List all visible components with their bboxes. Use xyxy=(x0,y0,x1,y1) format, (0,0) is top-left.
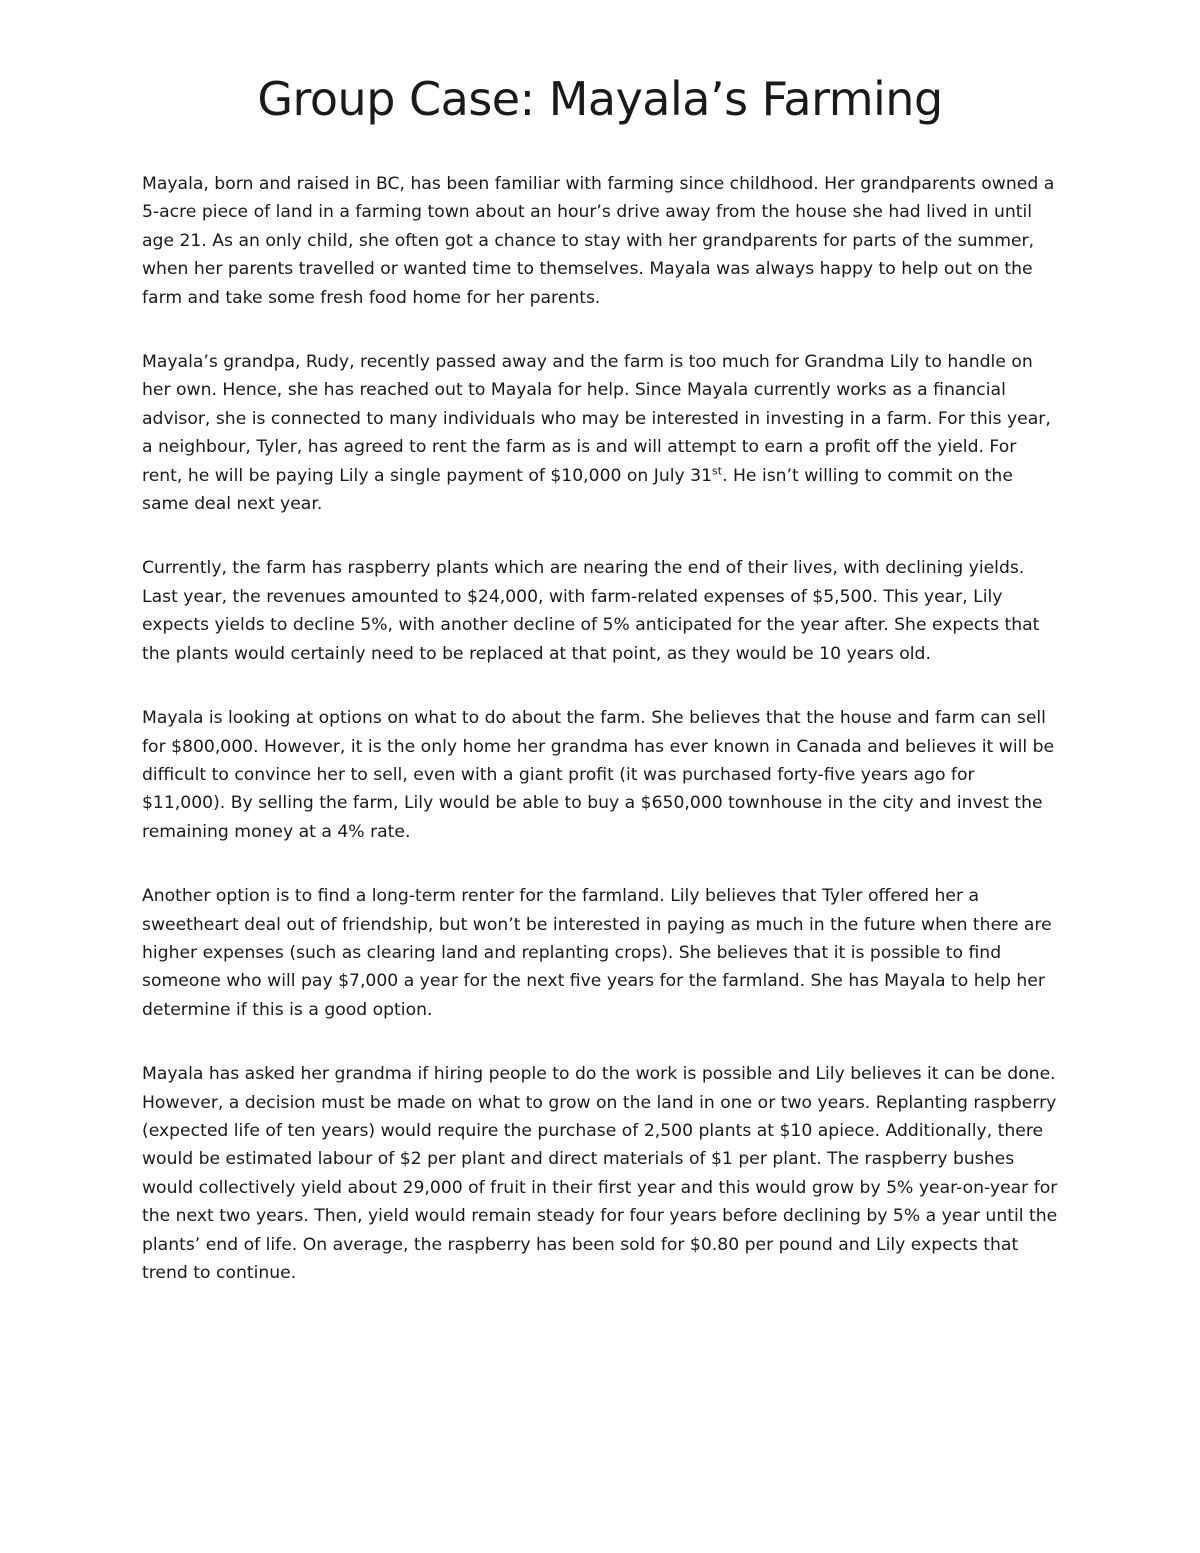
paragraph-replant-option: Mayala has asked her grandma if hiring people to do the work is possible and Lily believes it can be done. However, a decision must be made on what to grow on the land in one or two years. Replanting raspberry (expected life of ten years) would require the purchase of 2,500 plants at $10 apiece. Additionally, there would be estimated labour of $2 per plant and direct materials of $1 per plant. The raspberry bushes would collectively yield about 29,000 of fruit in their first year and this would grow by 5% year-on-year for the next two years. Then, yield would remain steady for four years before declining by 5% a year until the plants’ end of life. On average, the raspberry has been sold for $0.80 per pound and Lily expects that trend to continue. xyxy=(142,1064,1058,1283)
paragraph-grandpa-rental xyxy=(142,348,1062,518)
paragraph-sell-option: Mayala is looking at options on what to do about the farm. She believes that the house and farm can sell for $800,000. However, it is the only home her grandma has ever known in Canada and believes it will be difficult to convince her to sell, even with a giant profit (it was purchased forty-five years ago for $11,000). By selling the farm, Lily would be able to buy a $650,000 townhouse in the city and invest the remaining money at a 4% rate. xyxy=(142,708,1055,842)
paragraph-rent-option: Another option is to find a long-term renter for the farmland. Lily believes that Tyler offered her a sweetheart deal out of friendship, but won’t be interested in paying as much in the future when there are higher expenses (such as clearing land and replanting crops). She believes that it is possible to find someone who will pay $7,000 a year for the next five years for the farmland. She has Mayala to help her determine if this is a good option. xyxy=(142,886,1052,1020)
paragraph-text: . He isn’t willing to commit on the same deal next year. xyxy=(142,465,1013,515)
paragraph-text: Mayala’s grandpa, Rudy, recently passed away and the farm is too much for Grandma Lily to handle on her own. Hence, she has reached out to Mayala for help. Since Mayala currently works as a financial advisor, she is connected to many individuals who may be interested in investing in a farm. For this year, a neighbour, Tyler, has agreed to rent the farm as is and will attempt to earn a profit off the yield. For rent, he will be paying Lily a single payment of $10,000 on July 31 xyxy=(142,352,1051,486)
document-title: Group Case: Mayala’s Farming xyxy=(257,72,943,126)
document-body xyxy=(142,170,1062,1323)
paragraph-background: Mayala, born and raised in BC, has been familiar with farming since childhood. Her grandparents owned a 5-acre piece of land in a farming town about an hour’s drive away from the house she had lived in until age 21. As an only child, she often got a chance to stay with her grandparents for parts of the summer, when her parents travelled or wanted time to themselves. Mayala was always happy to help out on the farm and take some fresh food home for her parents. xyxy=(142,174,1055,308)
date-superscript: st xyxy=(712,463,723,477)
paragraph-current-yields: Currently, the farm has raspberry plants which are nearing the end of their lives, with declining yields. Last year, the revenues amounted to $24,000, with farm-related expenses of $5,500. This year, Lily expects yields to decline 5%, with another decline of 5% anticipated for the year after. She expects that the plants would certainly need to be replaced at that point, as they would be 10 years old. xyxy=(142,558,1040,664)
